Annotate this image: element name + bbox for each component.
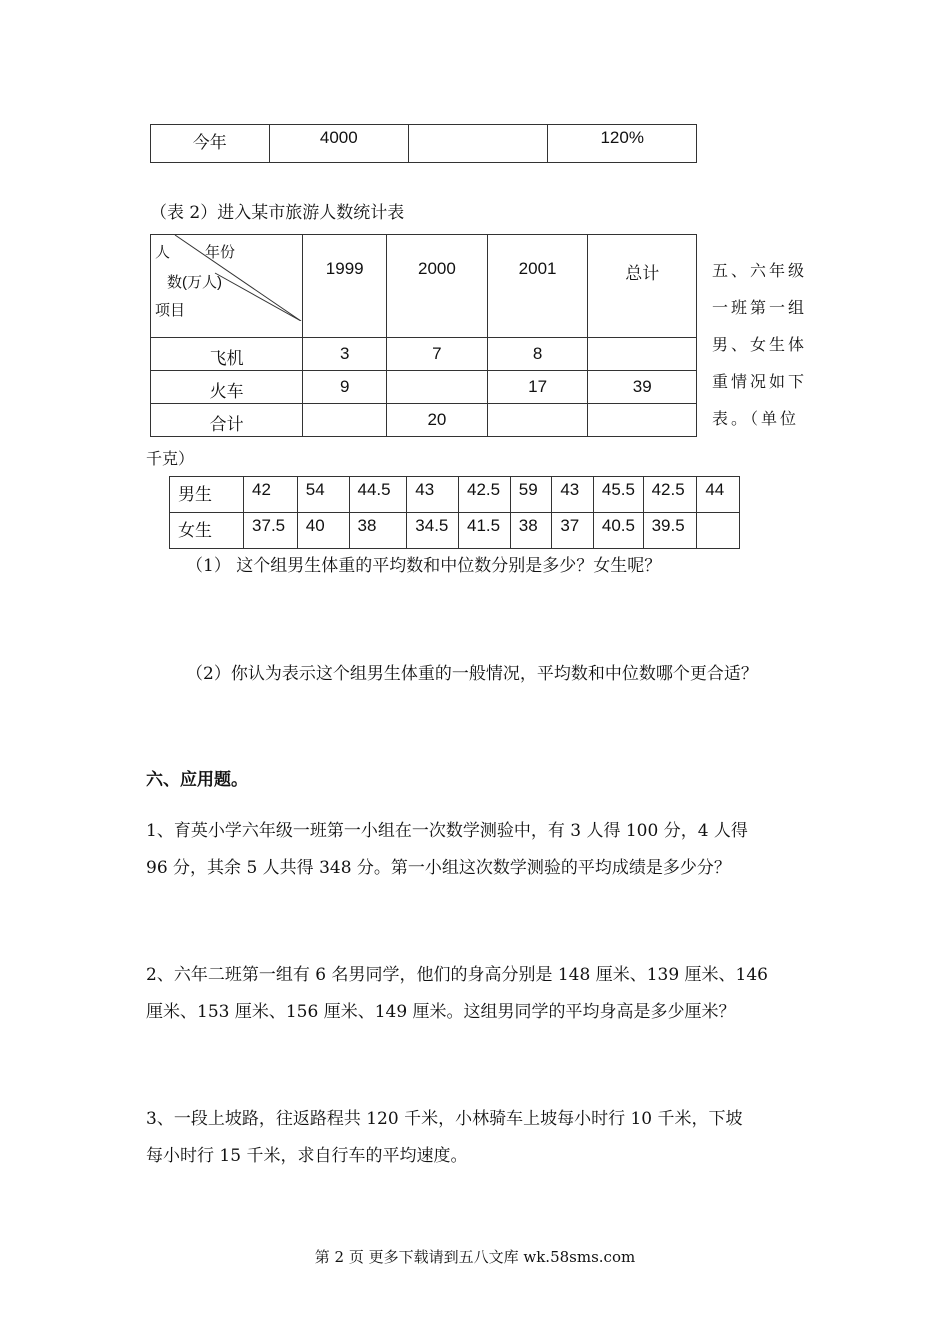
header-2000: 2000 [387,235,488,338]
table1-blank-cell [409,125,548,163]
cell: 17 [487,371,588,404]
row-label: 合计 [151,404,303,437]
table-row [151,338,697,371]
cell: 38 [510,513,552,549]
table2-caption: （表 2）进入某市旅游人数统计表 [150,203,405,223]
side-line: 表。（单位 [712,409,800,428]
problem-3 [146,1101,836,1175]
cell: 40 [297,513,349,549]
side-line: 重情况如下 [712,372,808,391]
cell [387,371,488,404]
cell: 39 [588,371,697,404]
problem-line: 3、一段上坡路，往返路程共 120 千米，小林骑车上坡每小时行 10 千米，下坡 [146,1109,743,1129]
weight-table [169,476,740,549]
diag-top-right-label: 年份 [205,244,236,261]
cell: 59 [510,477,552,513]
page-footer: 第 2 页 更多下载请到五八文库 wk.58sms.com [314,1248,636,1266]
cell: 45.5 [593,477,643,513]
cell [588,338,697,371]
cell: 43 [552,477,594,513]
cell: 42 [244,477,298,513]
cell: 3 [303,338,387,371]
cell [487,404,588,437]
problem-2 [146,957,836,1031]
question-2: （2）你认为表示这个组男生体重的一般情况，平均数和中位数哪个更合适？ [186,664,758,684]
diag-bottom-label: 项目 [155,302,186,319]
cell [303,404,387,437]
section5-side-text [712,252,822,437]
table-row [170,513,740,549]
table-row [151,125,697,163]
cell: 43 [407,477,459,513]
cell: 40.5 [593,513,643,549]
cell: 37 [552,513,594,549]
cell: 42.5 [643,477,697,513]
table-1 [150,124,697,163]
question-1: （1） 这个组男生体重的平均数和中位数分别是多少？女生呢？ [186,556,662,576]
side-line: 五、六年级 [712,261,808,280]
cell: 34.5 [407,513,459,549]
problem-1 [146,813,826,887]
table-row [151,404,697,437]
diag-mid-label: 数(万人) [167,274,222,291]
side-line: 男、女生体 [712,335,808,354]
problem-line: 1、育英小学六年级一班第一小组在一次数学测验中，有 3 人得 100 分，4 人得 [146,821,748,841]
girls-label: 女生 [170,513,244,549]
problem-line: 每小时行 15 千米，求自行车的平均速度。 [146,1146,468,1166]
header-total: 总计 [588,235,697,338]
cell: 7 [387,338,488,371]
row-label: 飞机 [151,338,303,371]
cell: 54 [297,477,349,513]
table1-percent-cell: 120% [548,125,697,163]
diagonal-header-cell [151,235,303,338]
cell: 42.5 [459,477,511,513]
table-row [151,371,697,404]
table-row [170,477,740,513]
header-2001: 2001 [487,235,588,338]
cell: 39.5 [643,513,697,549]
cell: 9 [303,371,387,404]
boys-label: 男生 [170,477,244,513]
cell [697,513,740,549]
table1-value-cell: 4000 [269,125,409,163]
table1-year-cell: 今年 [151,125,270,163]
cell: 37.5 [244,513,298,549]
problem-line: 96 分，其余 5 人共得 348 分。第一小组这次数学测验的平均成绩是多少分？ [146,858,731,878]
section6-title: 六、应用题。 [146,770,248,790]
side-line: 一班第一组 [712,298,808,317]
table-header-row [151,235,697,338]
cell: 8 [487,338,588,371]
table-2 [150,234,697,437]
problem-line: 2、六年二班第一组有 6 名男同学，他们的身高分别是 148 厘米、139 厘米、146 [146,965,768,985]
header-1999: 1999 [303,235,387,338]
cell: 38 [349,513,407,549]
cell: 20 [387,404,488,437]
problem-line: 厘米、153 厘米、156 厘米、149 厘米。这组男同学的平均身高是多少厘米？ [146,1002,736,1022]
cell: 44 [697,477,740,513]
row-label: 火车 [151,371,303,404]
diag-top-left-label: 人 [155,244,171,261]
cell: 44.5 [349,477,407,513]
cell [588,404,697,437]
unit-continuation: 千克） [146,449,195,468]
cell: 41.5 [459,513,511,549]
